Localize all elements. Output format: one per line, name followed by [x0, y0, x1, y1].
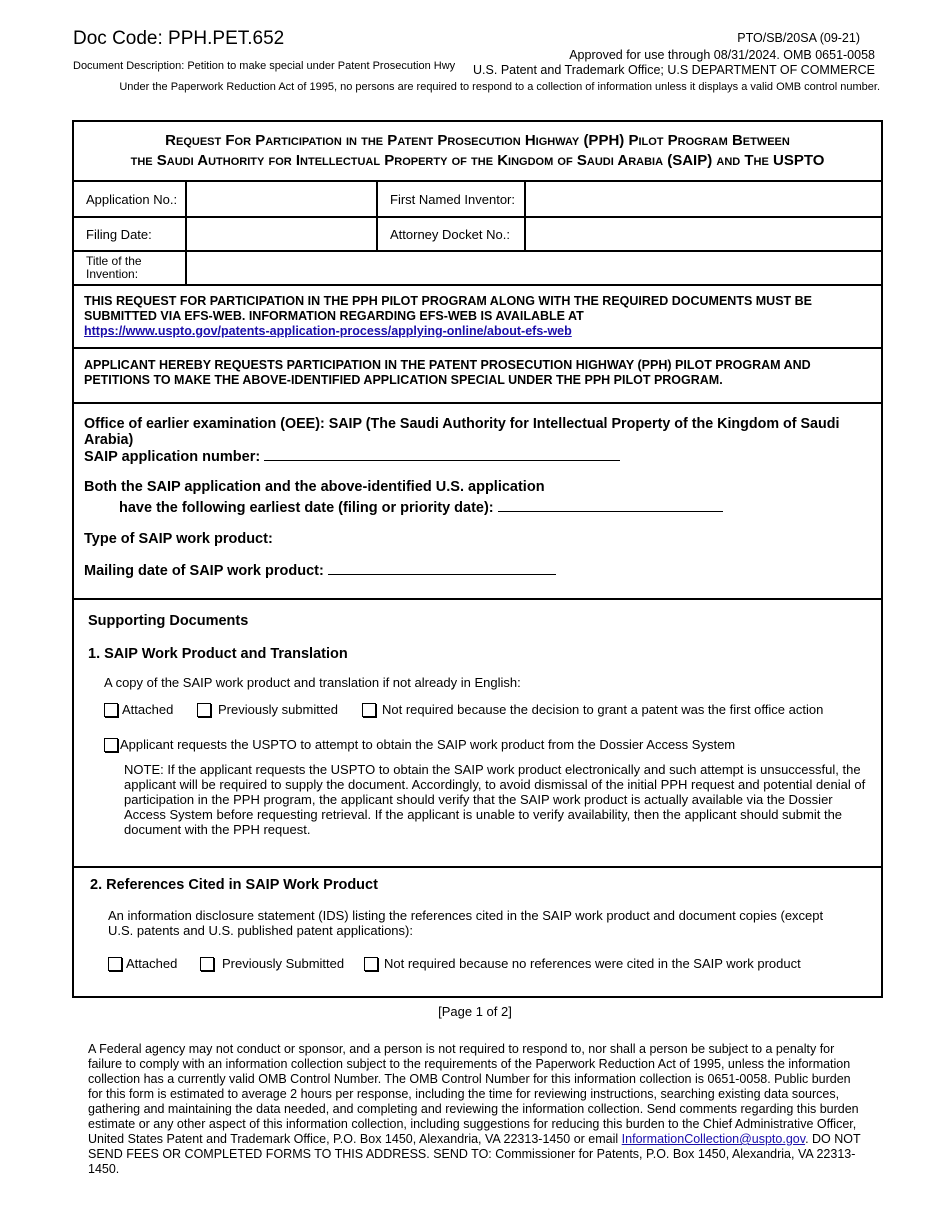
supporting-documents-heading: Supporting Documents	[88, 613, 249, 629]
cb-attached-2[interactable]	[108, 956, 177, 971]
checkbox[interactable]	[197, 703, 211, 717]
doc-code: Doc Code: PPH.PET.652	[73, 28, 285, 49]
row-application	[74, 182, 881, 218]
form-title	[74, 122, 881, 182]
section-2-intro: An information disclosure statement (IDS) listing the references cited in the SAIP work product and document copies (except U.S. patents and U.S. published patent applications):	[108, 908, 824, 938]
efs-notice	[74, 294, 881, 339]
invention-title-label-2: Invention:	[86, 267, 139, 281]
invention-title-label	[74, 252, 186, 284]
section-1-intro: A copy of the SAIP work product and translation if not already in English:	[104, 675, 521, 690]
checkbox[interactable]	[108, 957, 122, 971]
form-title-line-2: the Saudi Authority for Intellectual Property of the Kingdom of Saudi Arabia (SAIP) and The USPTO	[130, 152, 825, 169]
cb-attached-1-label: Attached	[122, 702, 174, 717]
cb-prev-submitted-1-label: Previously submitted	[218, 702, 338, 717]
cb-not-required-1[interactable]	[362, 702, 823, 717]
checkbox[interactable]	[364, 957, 378, 971]
section-1-heading: 1. SAIP Work Product and Translation	[88, 646, 348, 662]
burden-text: A Federal agency may not conduct or sponsor, and a person is not required to respond to, nor shall a person be subject to a penalty for failure to comply with an information collection subject to the requirements of the Paperwork Reduction Act of 1995, unless the information collection has a currently valid OMB Control Number. The OMB Control Number for this information collection is 0651-0058. Public burden for this form is estimated to average 2 hours per response, including the time for reviewing instructions, searching existing data sources, gathering and maintaining the data needed, and completing and reviewing the information collection. Send comments regarding this burden estimate or any other aspect of this information collection, including suggestions for reducing this burden to the Chief Administrative Officer, United States Patent and Trademark Office, P.O. Box 1450, Alexandria, VA 22313-1450 or email	[88, 1042, 859, 1146]
checkbox[interactable]	[200, 957, 214, 971]
paperwork-notice: Under the Paperwork Reduction Act of 1995, no persons are required to respond to a collection of information unless it displays a valid OMB control number.	[119, 81, 880, 93]
form-title-line-1: Request For Participation in the Patent Prosecution Highway (PPH) Pilot Program Between	[165, 132, 790, 149]
row-title	[74, 252, 881, 286]
cb-prev-submitted-2-label: Previously Submitted	[222, 956, 345, 971]
cb-prev-submitted-1[interactable]	[197, 702, 338, 717]
doc-description: Document Description: Petition to make special under Patent Prosecution Hwy	[73, 60, 456, 72]
application-no-label: Application No.:	[86, 191, 178, 207]
checkbox[interactable]	[104, 703, 118, 717]
checkbox[interactable]	[104, 738, 118, 752]
cb-prev-submitted-2[interactable]	[200, 956, 344, 971]
work-product-type-label: Type of SAIP work product:	[84, 531, 273, 547]
cb-not-required-2[interactable]	[364, 956, 801, 971]
references-section	[74, 868, 881, 998]
supporting-documents-section	[74, 600, 881, 868]
request-notice-section	[74, 349, 881, 404]
checkbox[interactable]	[362, 703, 376, 717]
mailing-date-row	[84, 563, 556, 579]
efs-notice-section	[74, 286, 881, 349]
cb-dossier-access-label: Applicant requests the USPTO to attempt to obtain the SAIP work product from the Dossier Access System	[120, 737, 736, 752]
form-number: PTO/SB/20SA (09-21)	[737, 31, 860, 45]
filing-date-label: Filing Date:	[86, 226, 152, 242]
docket-field[interactable]	[526, 218, 881, 250]
pph-request-form	[72, 120, 883, 998]
first-inventor-label: First Named Inventor:	[390, 191, 515, 207]
omb-approval: Approved for use through 08/31/2024. OMB 0651-0058	[569, 48, 875, 62]
efs-notice-text: THIS REQUEST FOR PARTICIPATION IN THE PPH PILOT PROGRAM ALONG WITH THE REQUIRED DOCUMENTS MUST BE SUBMITTED VIA EFS-WEB. INFORMATION REGARDING EFS-WEB IS AVAILABLE AT	[84, 294, 813, 323]
request-notice: APPLICANT HEREBY REQUESTS PARTICIPATION IN THE PATENT PROSECUTION HIGHWAY (PPH) PILOT PROGRAM AND PETITIONS TO MAKE THE ABOVE-IDENTIFIED APPLICATION SPECIAL UNDER THE PPH PILOT PROGRAM.	[84, 358, 811, 387]
first-inventor-field[interactable]	[526, 182, 881, 216]
oee-office: Office of earlier examination (OEE): SAIP (The Saudi Authority for Intellectual Property of the Kingdom of Saudi Arabia)	[84, 416, 840, 448]
application-no-field[interactable]	[187, 182, 377, 216]
burden-tail: . DO NOT SEND FEES OR COMPLETED FORMS TO THIS ADDRESS. SEND TO: Commissioner for Patents, P.O. Box 1450, Alexandria, VA 22313-1450.	[88, 1132, 861, 1176]
page-number: [Page 1 of 2]	[438, 1004, 512, 1019]
cb-not-required-2-label: Not required because no references were cited in the SAIP work product	[384, 956, 801, 971]
row-filing	[74, 218, 881, 252]
efs-web-link[interactable]: https://www.uspto.gov/patents-application-process/applying-online/about-efs-web	[84, 324, 572, 338]
cb-not-required-1-label: Not required because the decision to grant a patent was the first office action	[382, 702, 824, 717]
saip-app-number-label: SAIP application number:	[84, 449, 261, 465]
filing-date-field[interactable]	[187, 218, 377, 250]
dossier-note: NOTE: If the applicant requests the USPTO to obtain the SAIP work product electronically and such attempt is unsuccessful, the applicant will be required to supply the document. Accordingly, to avoid dismissal of the initial PPH request and potential denial of participation in the PPH program, the applicant should verify that the SAIP work product is actually available via the Dossier Access System before requesting retrieval. If the applicant is unable to verify availability, then the applicant should submit the document with the PPH request.	[124, 762, 866, 837]
saip-app-number-field[interactable]	[264, 460, 620, 461]
mailing-date-field[interactable]	[328, 574, 556, 575]
oee-section	[74, 404, 881, 600]
section-2-heading: 2. References Cited in SAIP Work Product	[90, 877, 378, 893]
earliest-date-field[interactable]	[498, 511, 723, 512]
cb-attached-2-label: Attached	[126, 956, 178, 971]
invention-title-label-1: Title of the	[86, 254, 142, 268]
info-collection-email-link[interactable]: InformationCollection@uspto.gov	[621, 1132, 806, 1146]
docket-label: Attorney Docket No.:	[390, 226, 510, 242]
both-apps-line-1: Both the SAIP application and the above-identified U.S. application	[84, 479, 545, 495]
saip-app-number-row	[84, 449, 620, 465]
cb-dossier-access[interactable]	[104, 737, 735, 752]
invention-title-field[interactable]	[187, 252, 881, 284]
cb-attached-1[interactable]	[104, 702, 173, 717]
burden-statement	[88, 1042, 868, 1177]
mailing-date-label: Mailing date of SAIP work product:	[84, 563, 324, 579]
earliest-date-label: have the following earliest date (filing or priority date):	[119, 500, 494, 516]
earliest-date-row	[119, 500, 723, 516]
agency-name: U.S. Patent and Trademark Office; U.S DEPARTMENT OF COMMERCE	[473, 63, 875, 77]
